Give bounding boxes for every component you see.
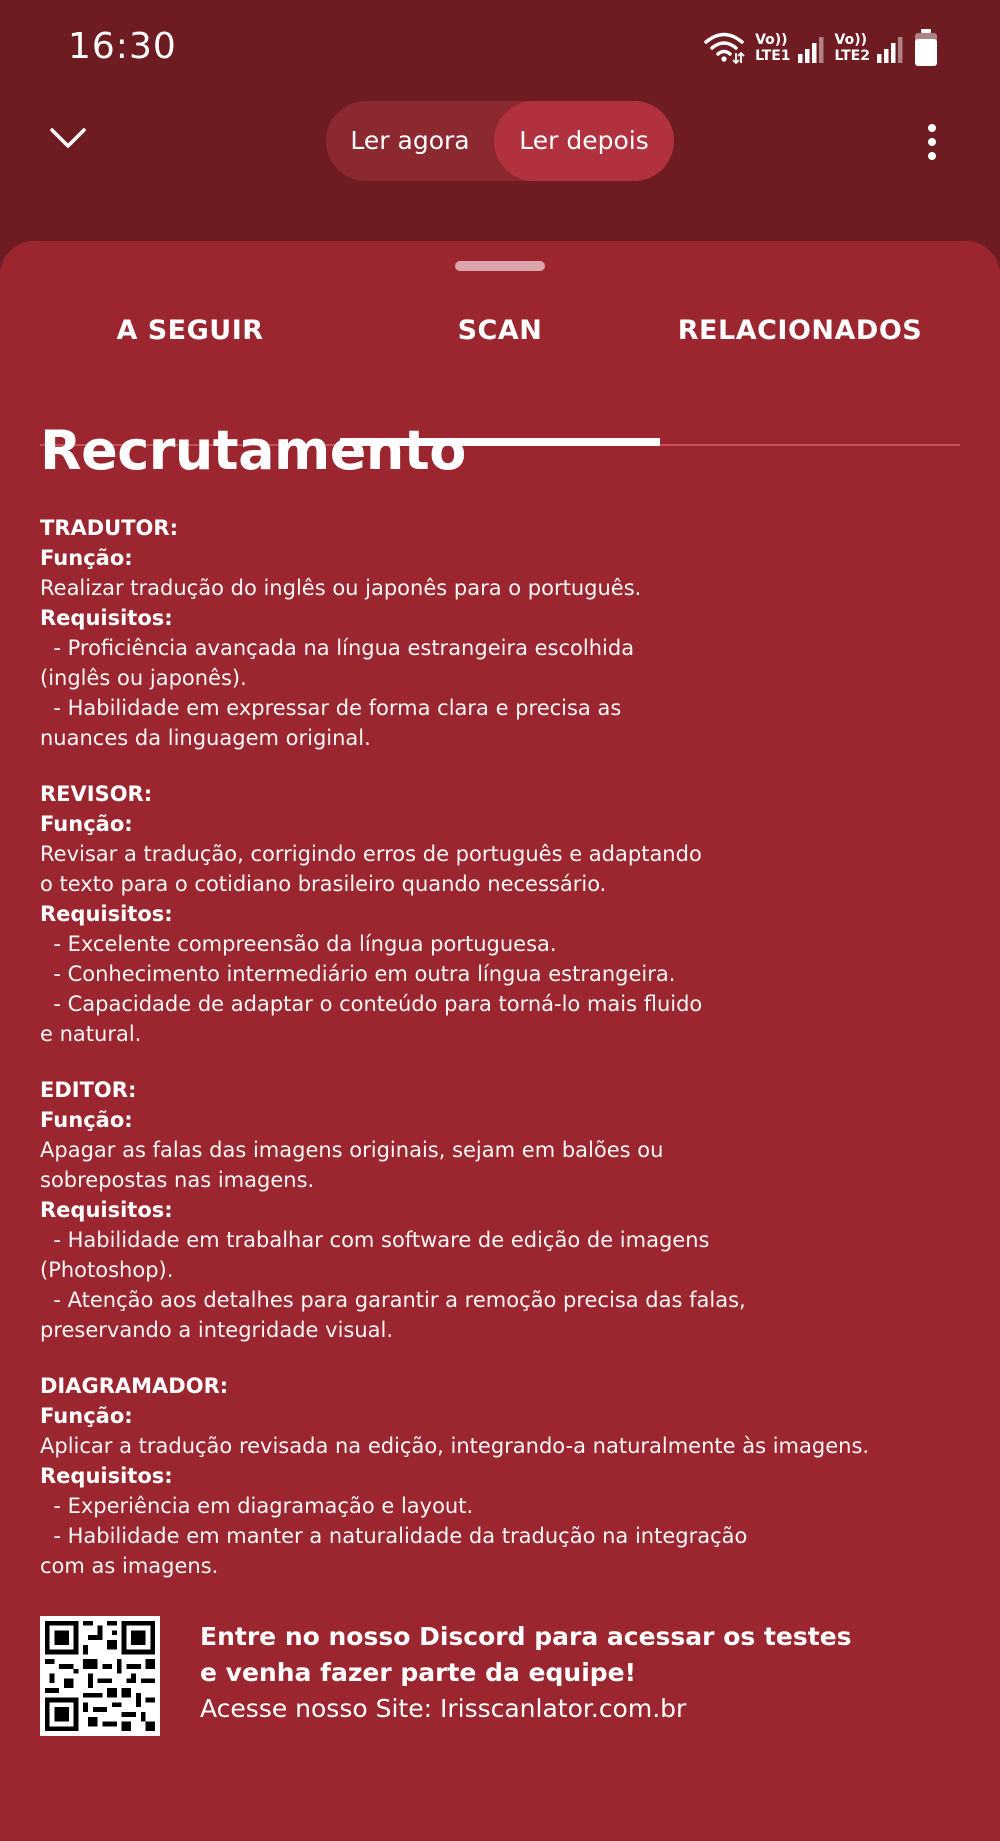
tab-a-seguir[interactable]: A SEGUIR (116, 315, 264, 346)
sim2-network: LTE2 (834, 48, 870, 64)
requirement-line: com as imagens. (40, 1554, 219, 1578)
function-text: Aplicar a tradução revisada na edição, integrando-a naturalmente às imagens. (40, 1434, 870, 1458)
function-text: o texto para o cotidiano brasileiro quando necessário. (40, 872, 607, 896)
tab-relacionados[interactable]: RELACIONADOS (677, 315, 923, 346)
section-diagramador (40, 1371, 960, 1581)
requirement-line: - Habilidade em manter a naturalidade da tradução na integração (40, 1524, 748, 1548)
requirement-line: (Photoshop). (40, 1258, 174, 1282)
promo-line-2: e venha fazer parte da equipe! (200, 1658, 637, 1687)
signal-icon (876, 36, 904, 64)
function-label: Função: (40, 1108, 133, 1132)
discord-promo (40, 1616, 960, 1736)
requirement-line: - Habilidade em trabalhar com software de edição de imagens (40, 1228, 710, 1252)
function-text: Realizar tradução do inglês ou japonês para o português. (40, 576, 642, 600)
requirements-label: Requisitos: (40, 902, 173, 926)
status-icons (703, 28, 938, 68)
read-now-button[interactable]: Ler agora (350, 126, 470, 155)
requirement-line: e natural. (40, 1022, 142, 1046)
function-label: Função: (40, 546, 133, 570)
status-bar (0, 0, 1000, 96)
function-label: Função: (40, 812, 133, 836)
section-heading: REVISOR: (40, 782, 153, 806)
read-later-button[interactable]: Ler depois (494, 101, 674, 181)
requirement-line: - Experiência em diagramação e layout. (40, 1494, 474, 1518)
signal-icon (797, 36, 825, 64)
section-editor (40, 1075, 960, 1345)
requirement-line: nuances da linguagem original. (40, 726, 371, 750)
function-label: Função: (40, 1404, 133, 1428)
requirement-line: preservando a integridade visual. (40, 1318, 394, 1342)
tab-scan[interactable]: SCAN (457, 315, 543, 346)
sim1-label (755, 32, 790, 64)
sheet-drag-handle[interactable] (455, 261, 545, 271)
promo-line-1: Entre no nosso Discord para acessar os testes (200, 1622, 852, 1651)
section-heading: TRADUTOR: (40, 516, 178, 540)
requirement-line: (inglês ou japonês). (40, 666, 247, 690)
requirement-line: - Conhecimento intermediário em outra língua estrangeira. (40, 962, 676, 986)
sim1-volte: Vo)) (755, 32, 788, 48)
section-heading: DIAGRAMADOR: (40, 1374, 229, 1398)
requirement-line: - Capacidade de adaptar o conteúdo para torná-lo mais fluido (40, 992, 703, 1016)
function-text: Revisar a tradução, corrigindo erros de português e adaptando (40, 842, 702, 866)
sim1-network: LTE1 (755, 48, 791, 64)
requirements-label: Requisitos: (40, 1464, 173, 1488)
promo-text (200, 1619, 852, 1727)
top-bar (0, 96, 1000, 186)
sim2-volte: Vo)) (834, 32, 868, 48)
wifi-icon (703, 31, 745, 65)
qr-code-image (40, 1616, 160, 1736)
bottom-sheet (0, 241, 1000, 1841)
sim2-label (835, 32, 870, 64)
requirement-line: - Atenção aos detalhes para garantir a remoção precisa das falas, (40, 1288, 746, 1312)
status-time: 16:30 (68, 26, 177, 67)
sim2-indicator (835, 32, 904, 64)
requirements-label: Requisitos: (40, 1198, 173, 1222)
requirement-line: - Habilidade em expressar de forma clara e precisa as (40, 696, 622, 720)
function-text: sobrepostas nas imagens. (40, 1168, 315, 1192)
scan-content (40, 411, 960, 1581)
requirement-line: - Proficiência avançada na língua estrangeira escolhida (40, 636, 635, 660)
section-revisor (40, 779, 960, 1049)
requirements-label: Requisitos: (40, 606, 173, 630)
function-text: Apagar as falas das imagens originais, sejam em balões ou (40, 1138, 664, 1162)
more-options-icon[interactable] (916, 120, 948, 164)
requirement-line: - Excelente compreensão da língua portuguesa. (40, 932, 557, 956)
promo-site: Acesse nosso Site: Irisscanlator.com.br (200, 1694, 687, 1723)
sim1-indicator (755, 32, 824, 64)
battery-icon (914, 29, 938, 67)
read-mode-toggle (326, 101, 674, 181)
page-title: Recrutamento (40, 419, 466, 482)
section-tradutor (40, 513, 960, 753)
section-heading: EDITOR: (40, 1078, 137, 1102)
chevron-down-icon[interactable] (46, 116, 90, 160)
